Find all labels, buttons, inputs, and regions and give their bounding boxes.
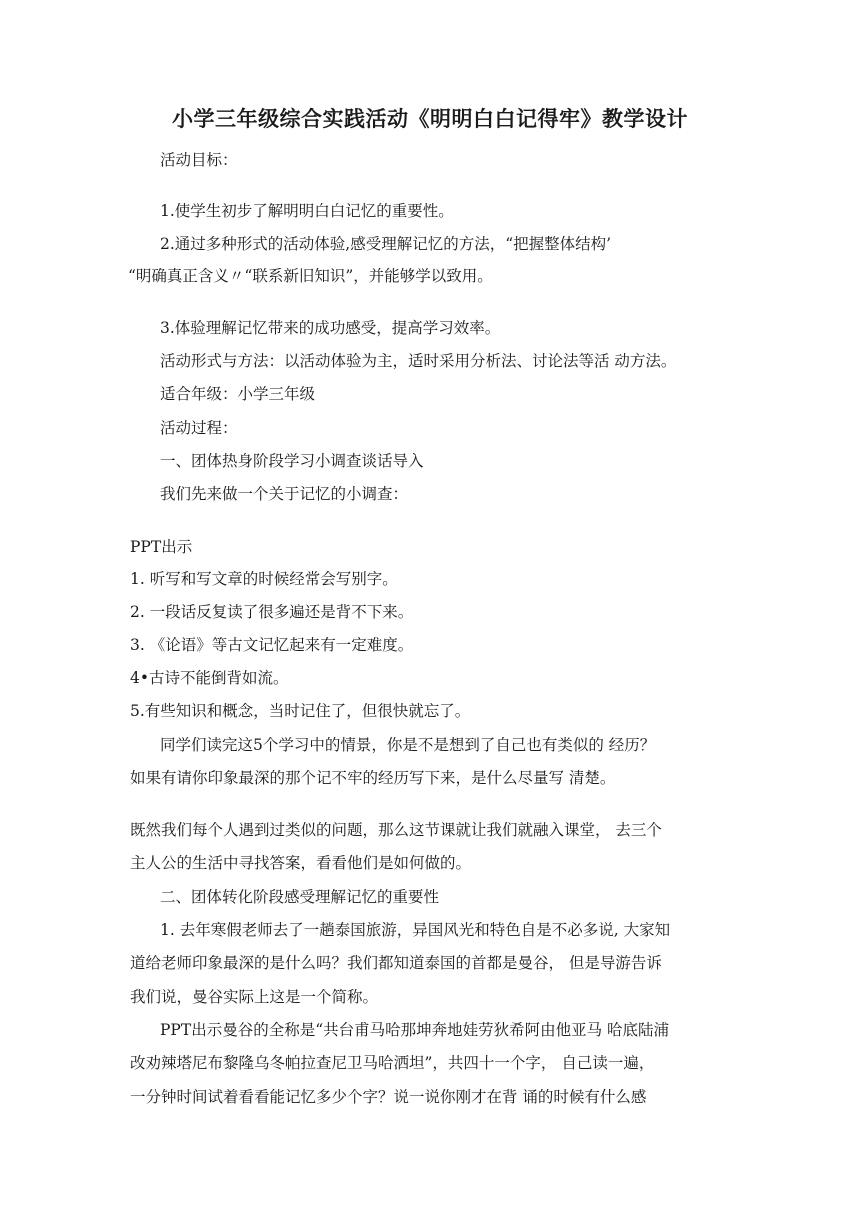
paragraph-line: 主人公的生活中寻找答案，看看他们是如何做的。: [130, 854, 472, 872]
paragraph-line: 道给老师印象最深的是什么吗？我们都知道泰国的首都是曼谷， 但是导游告诉: [130, 954, 662, 972]
paragraph-line: 活动形式与方法：以活动体验为主，适时采用分析法、讨论法等活 动方法。: [160, 352, 677, 370]
paragraph-line: “明确真正含义〃“联系新旧知识”，并能够学以致用。: [128, 267, 493, 285]
paragraph-line: 改劝辣塔尼布黎隆乌冬帕拉查尼卫马哈洒坦”，共四十一个字， 自己读一遍，: [130, 1054, 655, 1072]
list-item: 2. 一段话反复读了很多遍还是背不下来。: [130, 603, 414, 621]
paragraph-line: PPT出示: [130, 538, 193, 556]
paragraph-line: 活动过程：: [160, 419, 238, 437]
list-item: 3. 《论语》等古文记忆起来有一定难度。: [130, 636, 414, 654]
paragraph-line: PPT出示曼谷的全称是“共台甫马哈那坤奔地娃劳狄希阿由他亚马 哈底陆浦: [160, 1021, 670, 1039]
section-heading: 二、团体转化阶段感受理解记忆的重要性: [160, 888, 440, 906]
list-item: 1. 听写和写文章的时候经常会写别字。: [130, 570, 398, 588]
paragraph-line: 1. 去年寒假老师去了一趟泰国旅游，异国风光和特色自是不必多说, 大家知: [160, 921, 671, 939]
list-item: 4•古诗不能倒背如流。: [130, 669, 289, 687]
section-heading: 一、团体热身阶段学习小调查谈话导入: [160, 452, 424, 470]
document-title: 小学三年级综合实践活动《明明白白记得牢》教学设计: [172, 106, 688, 131]
paragraph-line: 3.体验理解记忆带来的成功感受，提高学习效率。: [160, 319, 501, 337]
paragraph-line: 同学们读完这5个学习中的情景，你是不是想到了自己也有类似的 经历？: [160, 736, 656, 754]
paragraph-line: 如果有请你印象最深的那个记不牢的经历写下来，是什么尽量写 清楚。: [130, 769, 616, 787]
list-item: 5.有些知识和概念，当时记住了，但很快就忘了。: [130, 702, 471, 720]
paragraph-line: 2.通过多种形式的活动体验,感受理解记忆的方法，“把握整体结构’: [160, 235, 612, 253]
paragraph-line: 适合年级：小学三年级: [160, 385, 316, 403]
paragraph-line: 一分钟时间试着看看能记忆多少个字？说一说你刚才在背 诵的时候有什么感: [130, 1088, 647, 1106]
paragraph-line: 我们先来做一个关于记忆的小调查：: [160, 485, 409, 503]
paragraph-line: 1.使学生初步了解明明白白记忆的重要性。: [160, 202, 454, 220]
paragraph-line: 我们说，曼谷实际上这是一个简称。: [130, 988, 379, 1006]
paragraph-line: 既然我们每个人遇到过类似的问题，那么这节课就让我们就融入课堂， 去三个: [130, 821, 662, 839]
paragraph-line: 活动目标：: [160, 151, 238, 169]
